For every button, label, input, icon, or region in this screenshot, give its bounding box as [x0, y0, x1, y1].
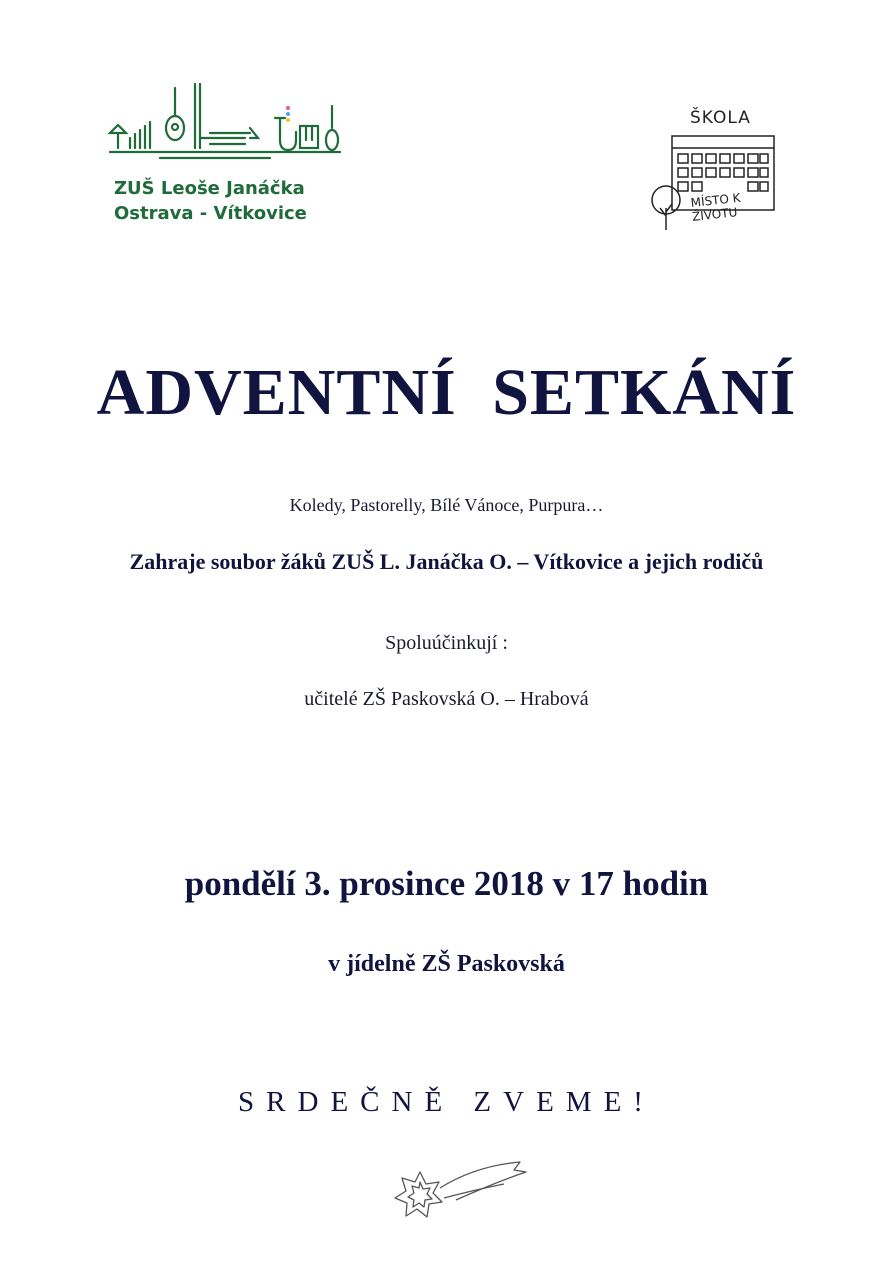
skola-logo [648, 108, 784, 240]
zus-logo-line2: Ostrava - Vítkovice [114, 203, 307, 224]
zus-logo-line1: ZUŠ Leoše Janáčka [114, 178, 305, 199]
co-performers-teachers: učitelé ZŠ Paskovská O. – Hrabová [304, 688, 589, 710]
zus-logo [100, 78, 350, 228]
music-instruments-icon [100, 78, 350, 168]
event-title: ADVENTNÍ SETKÁNÍ [96, 356, 797, 429]
skola-logo-word: ŠKOLA [690, 108, 751, 128]
skola-logo-motto: MÍSTO K ŽIVOTU [690, 190, 742, 224]
co-performers-label: Spoluúčinkují : [385, 632, 508, 654]
ensemble-line: Zahraje soubor žáků ZUŠ L. Janáčka O. – Vítkovice a jejich rodičů [129, 549, 764, 574]
shooting-star-icon [384, 1158, 534, 1253]
songs-list: Koledy, Pastorelly, Bílé Vánoce, Purpura… [289, 495, 604, 515]
event-date: pondělí 3. prosince 2018 v 17 hodin [184, 864, 709, 903]
event-place: v jídelně ZŠ Paskovská [328, 951, 565, 977]
invitation-text: SRDEČNĚ ZVEME! [238, 1086, 655, 1118]
